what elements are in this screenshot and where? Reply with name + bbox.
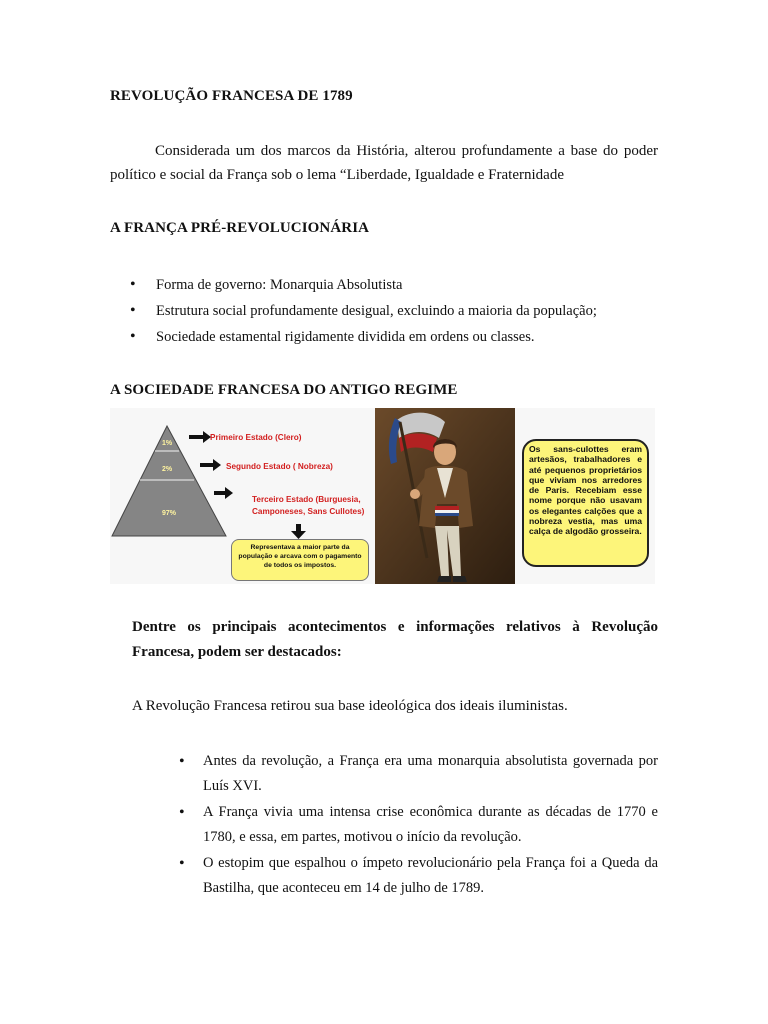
- pyramid-level-3-percent: 97%: [161, 510, 177, 517]
- sans-culotte-portrait: [375, 408, 515, 584]
- pyramid-level-1-percent: 1%: [161, 440, 173, 447]
- document-title: REVOLUÇÃO FRANCESA DE 1789: [110, 88, 353, 104]
- pyramid-level-3-label-line2: Camponeses, Sans Cullotes): [252, 507, 365, 516]
- list-item: • Sociedade estamental rigidamente dividida em ordens ou classes.: [110, 324, 670, 350]
- arrow-right-icon: [200, 459, 221, 471]
- arrow-down-icon: [291, 524, 306, 539]
- pre-revolution-list: [110, 272, 670, 350]
- arrow-right-icon: [214, 487, 233, 499]
- events-lead-paragraph: Dentre os principais acontecimentos e informações relativos à Revolução Francesa, podem ser destacados:: [132, 619, 658, 660]
- events-list: [177, 749, 658, 901]
- section-heading-pre-revolution: A FRANÇA PRÉ-REVOLUCIONÁRIA: [110, 220, 370, 236]
- arrow-right-icon: [189, 431, 211, 443]
- list-item: • Forma de governo: Monarquia Absolutista: [110, 272, 670, 298]
- list-item: • A França vivia uma intensa crise econômica durante as décadas de 1770 e 1780, e essa, em partes, motivou o início da revolução.: [177, 800, 658, 850]
- list-item: • Estrutura social profundamente desigual, excluindo a maioria da população;: [110, 298, 670, 324]
- list-item: • Antes da revolução, a França era uma monarquia absolutista governada por Luís XVI.: [177, 749, 658, 799]
- ideological-base-paragraph: A Revolução Francesa retirou sua base ideológica dos ideais iluministas.: [132, 698, 568, 714]
- pyramid-level-1-label: Primeiro Estado (Clero): [210, 433, 302, 442]
- list-item: • O estopim que espalhou o ímpeto revolucionário pela França foi a Queda da Bastilha, que aconteceu em 14 de julho de 1789.: [177, 851, 658, 901]
- pyramid-level-3-label-line1: Terceiro Estado (Burguesia,: [252, 495, 361, 504]
- third-estate-note: Representava a maior parte da população e arcava com o pagamento de todos os impostos.: [231, 539, 369, 581]
- sans-culottes-note: Os sans-culottes eram artesãos, trabalhadores e até pequenos proprietários que viviam nos arredores de Paris. Recebiam esse nome porque não usavam os elegantes calções que a nobreza vestia, mas uma calça de algodão grosseira.: [522, 439, 649, 567]
- social-pyramid-diagram: [110, 408, 372, 584]
- pyramid-level-2-percent: 2%: [161, 466, 173, 473]
- pyramid-level-2-label: Segundo Estado ( Nobreza): [226, 462, 333, 471]
- section-heading-old-regime: A SOCIEDADE FRANCESA DO ANTIGO REGIME: [110, 382, 458, 398]
- old-regime-figure: [110, 408, 655, 584]
- intro-paragraph: Considerada um dos marcos da História, alterou profundamente a base do poder político e social da França sob o lema “Liberdade, Igualdade e Fraternidade: [110, 143, 658, 183]
